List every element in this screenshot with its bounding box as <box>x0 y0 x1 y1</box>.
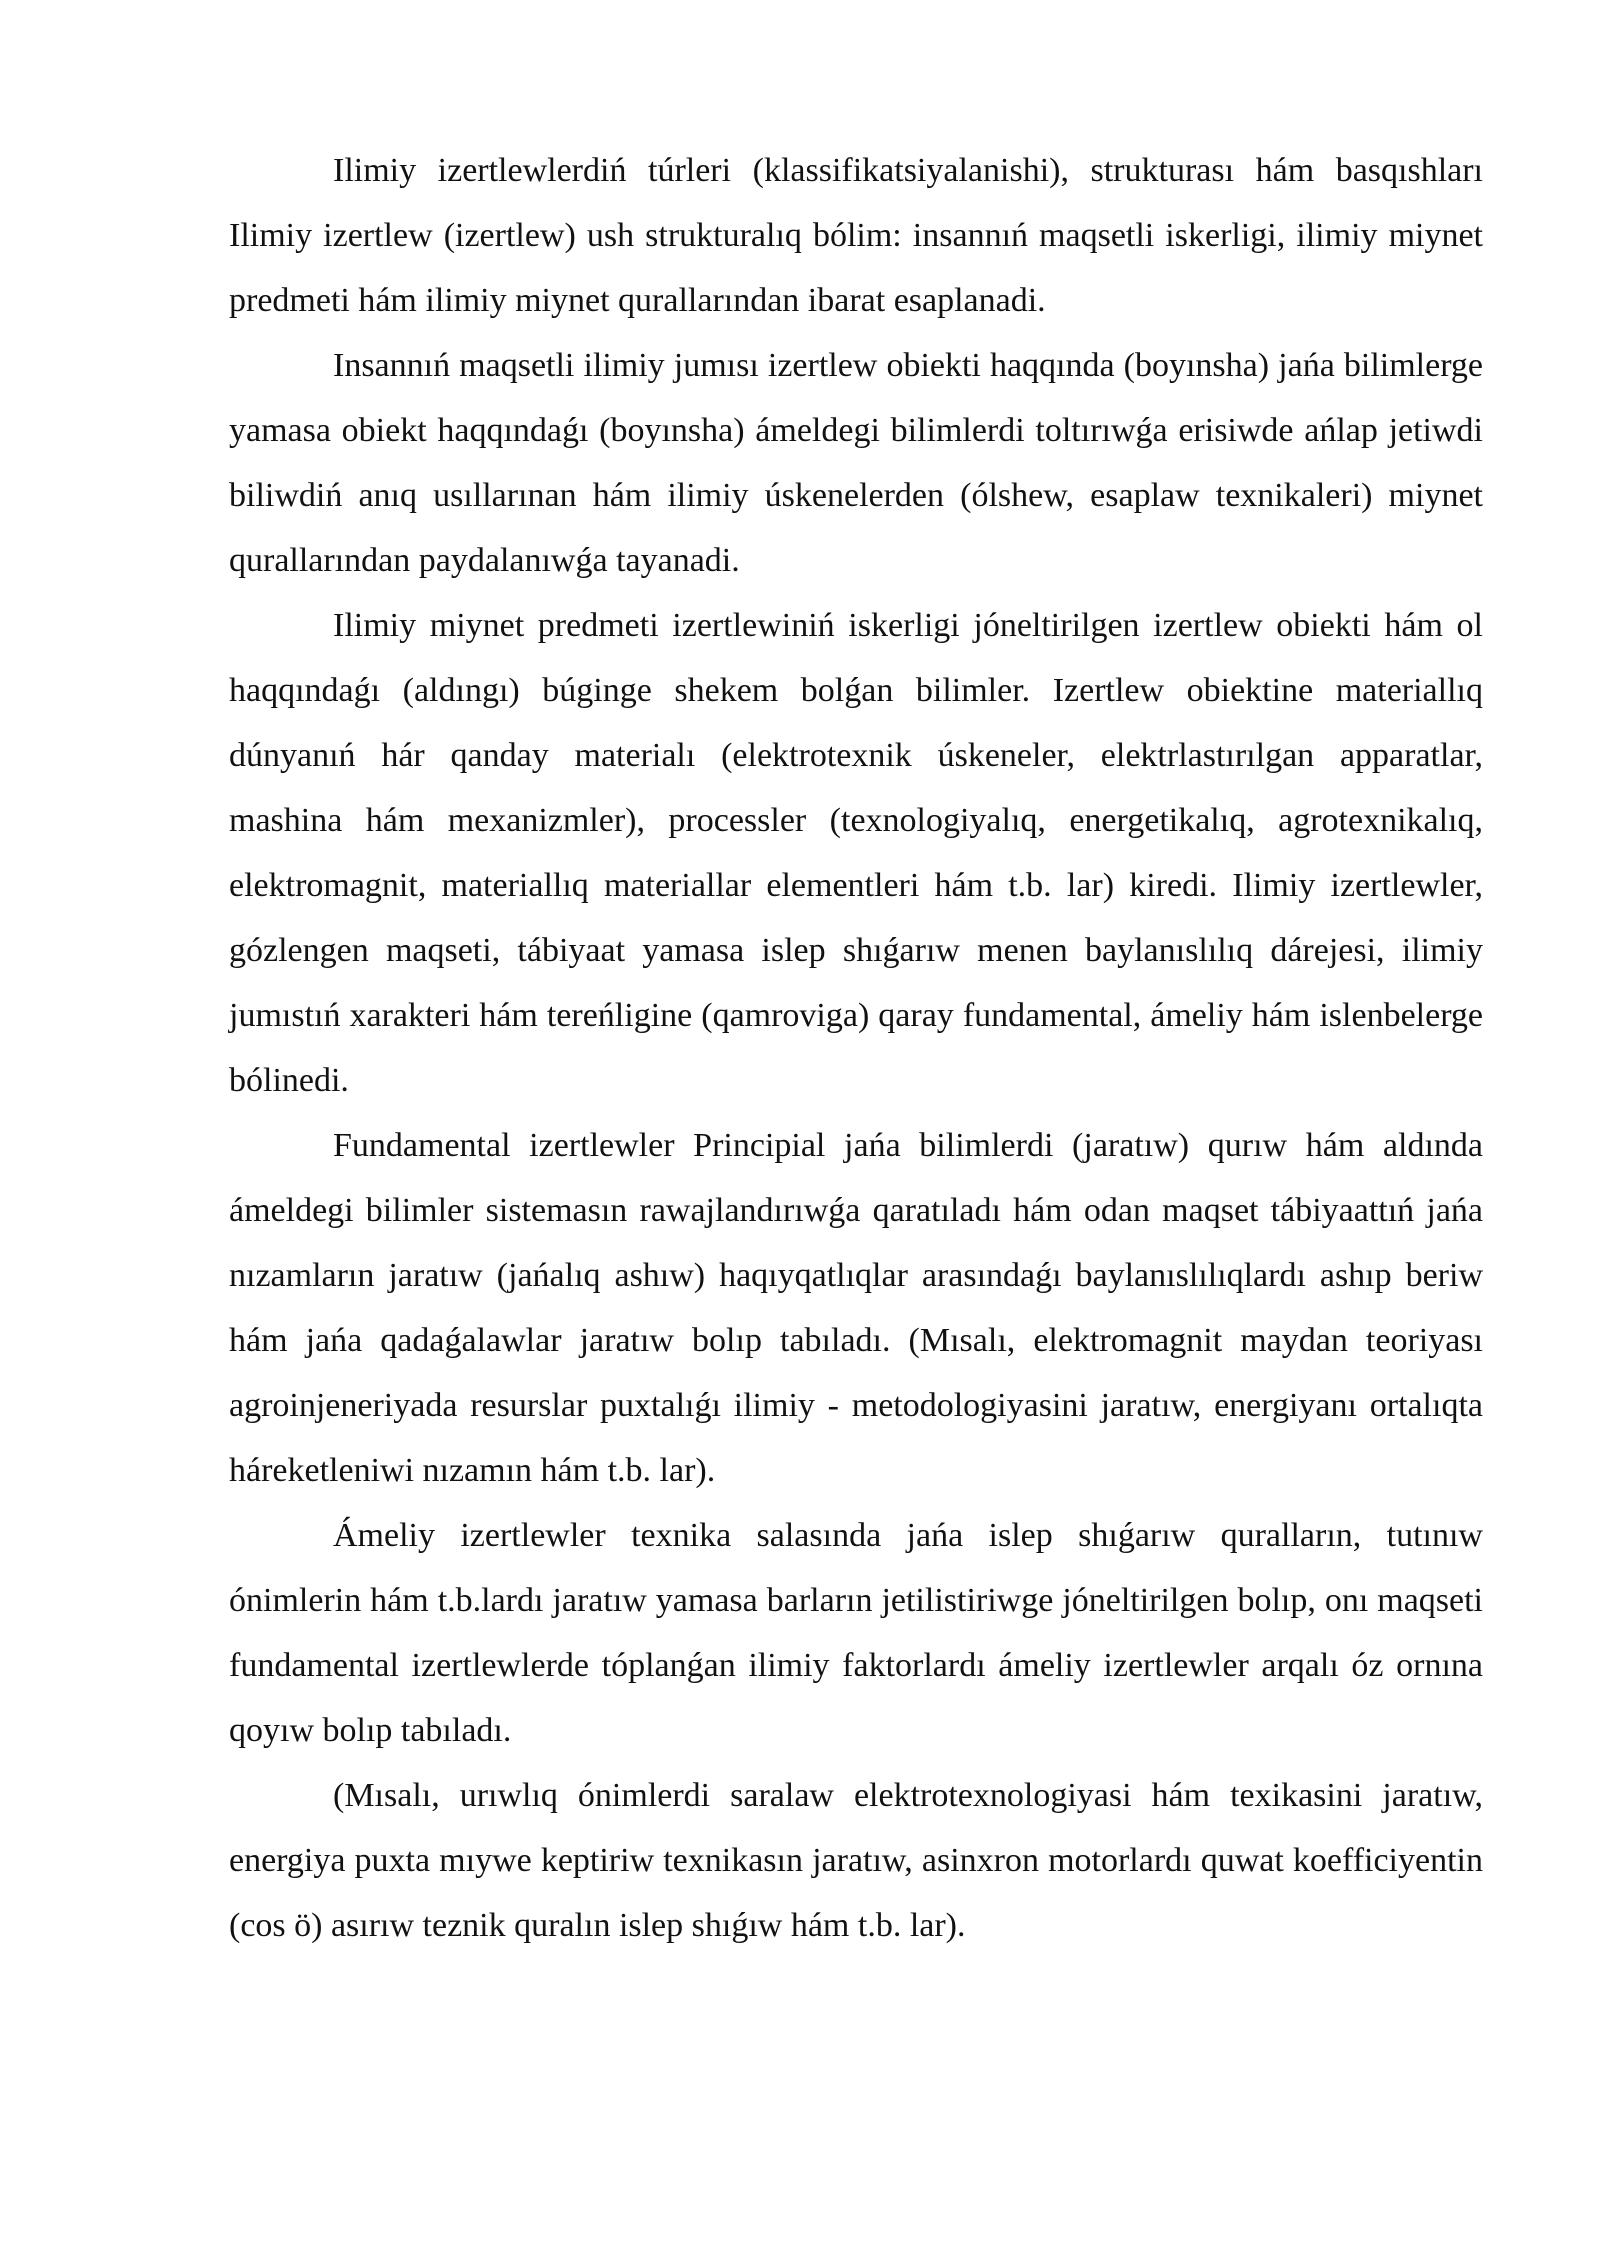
paragraph-1: Ilimiy izertlewlerdiń túrleri (klassifikatsiyalanishi), strukturası hám basqıshları Ilimiy izertlew (izertlew) ush strukturalıq bólim: insannıń maqsetli iskerligi, ilimiy miynet predmeti hám ilimiy miynet qurallarından ibarat esaplanadi. <box>229 152 1483 319</box>
paragraph-3: Ilimiy miynet predmeti izertlewiniń iskerligi jóneltirilgen izertlew obiekti hám ol haqqındaǵı (aldıngı) búginge shekem bolǵan bilimler. Izertlew obiektine materiallıq dúnyanıń hár qanday materialı (elektrotexnik úskeneler, elektrlastırılgan apparatlar, mashina hám mexanizmler), processler (texnologiyalıq, energetikalıq, agrotexnikalıq, elektromagnit, materiallıq materiallar elementleri hám t.b. lar) kiredi. Ilimiy izertlewler, gózlengen maqseti, tábiyaat yamasa islep shıǵarıw menen baylanıslılıq dárejesi, ilimiy jumıstıń xarakteri hám tereńligine (qamroviga) qaray fundamental, ámeliy hám islenbelerge bólinedi. <box>229 607 1483 1099</box>
paragraph-2: Insannıń maqsetli ilimiy jumısı izertlew obiekti haqqında (boyınsha) jańa bilimlerge yamasa obiekt haqqındaǵı (boyınsha) ámeldegi bilimlerdi toltırıwǵa erisiwde ańlap jetiwdi biliwdiń anıq usıllarınan hám ilimiy úskenelerden (ólshew, esaplaw texnikaleri) miynet qurallarından paydalanıwǵa tayanadi. <box>229 347 1483 579</box>
paragraph-5: Ámeliy izertlewler texnika salasında jańa islep shıǵarıw quralların, tutınıw ónimlerin hám t.b.lardı jaratıw yamasa barların jetilistiriwge jóneltirilgen bolıp, onı maqseti fundamental izertlewlerde tóplanǵan ilimiy faktorlardı ámeliy izertlewler arqalı óz ornına qoyıw bolıp tabıladı. <box>229 1517 1483 1749</box>
paragraph-6: (Mısalı, urıwlıq ónimlerdi saralaw elektrotexnologiyasi hám texikasini jaratıw, energiya puxta mıywe keptiriw texnikasın jaratıw, asinxron motorlardı quwat koefficiyentin (cos ö) asırıw teznik quralın islep shıǵıw hám t.b. lar). <box>229 1777 1483 1944</box>
paragraph-4: Fundamental izertlewler Principial jańa bilimlerdi (jaratıw) qurıw hám aldında ámeldegi bilimler sistemasın rawajlandırıwǵa qaratıladı hám odan maqset tábiyaattıń jańa nızamların jaratıw (jańalıq ashıw) haqıyqatlıqlar arasındaǵı baylanıslılıqlardı ashıp beriw hám jańa qadaǵalawlar jaratıw bolıp tabıladı. (Mısalı, elektromagnit maydan teoriyası agroinjeneriyada resurslar puxtalıǵı ilimiy - metodologiyasini jaratıw, energiyanı ortalıqta háreketleniwi nızamın hám t.b. lar). <box>229 1127 1483 1489</box>
document-page <box>229 138 1483 1958</box>
